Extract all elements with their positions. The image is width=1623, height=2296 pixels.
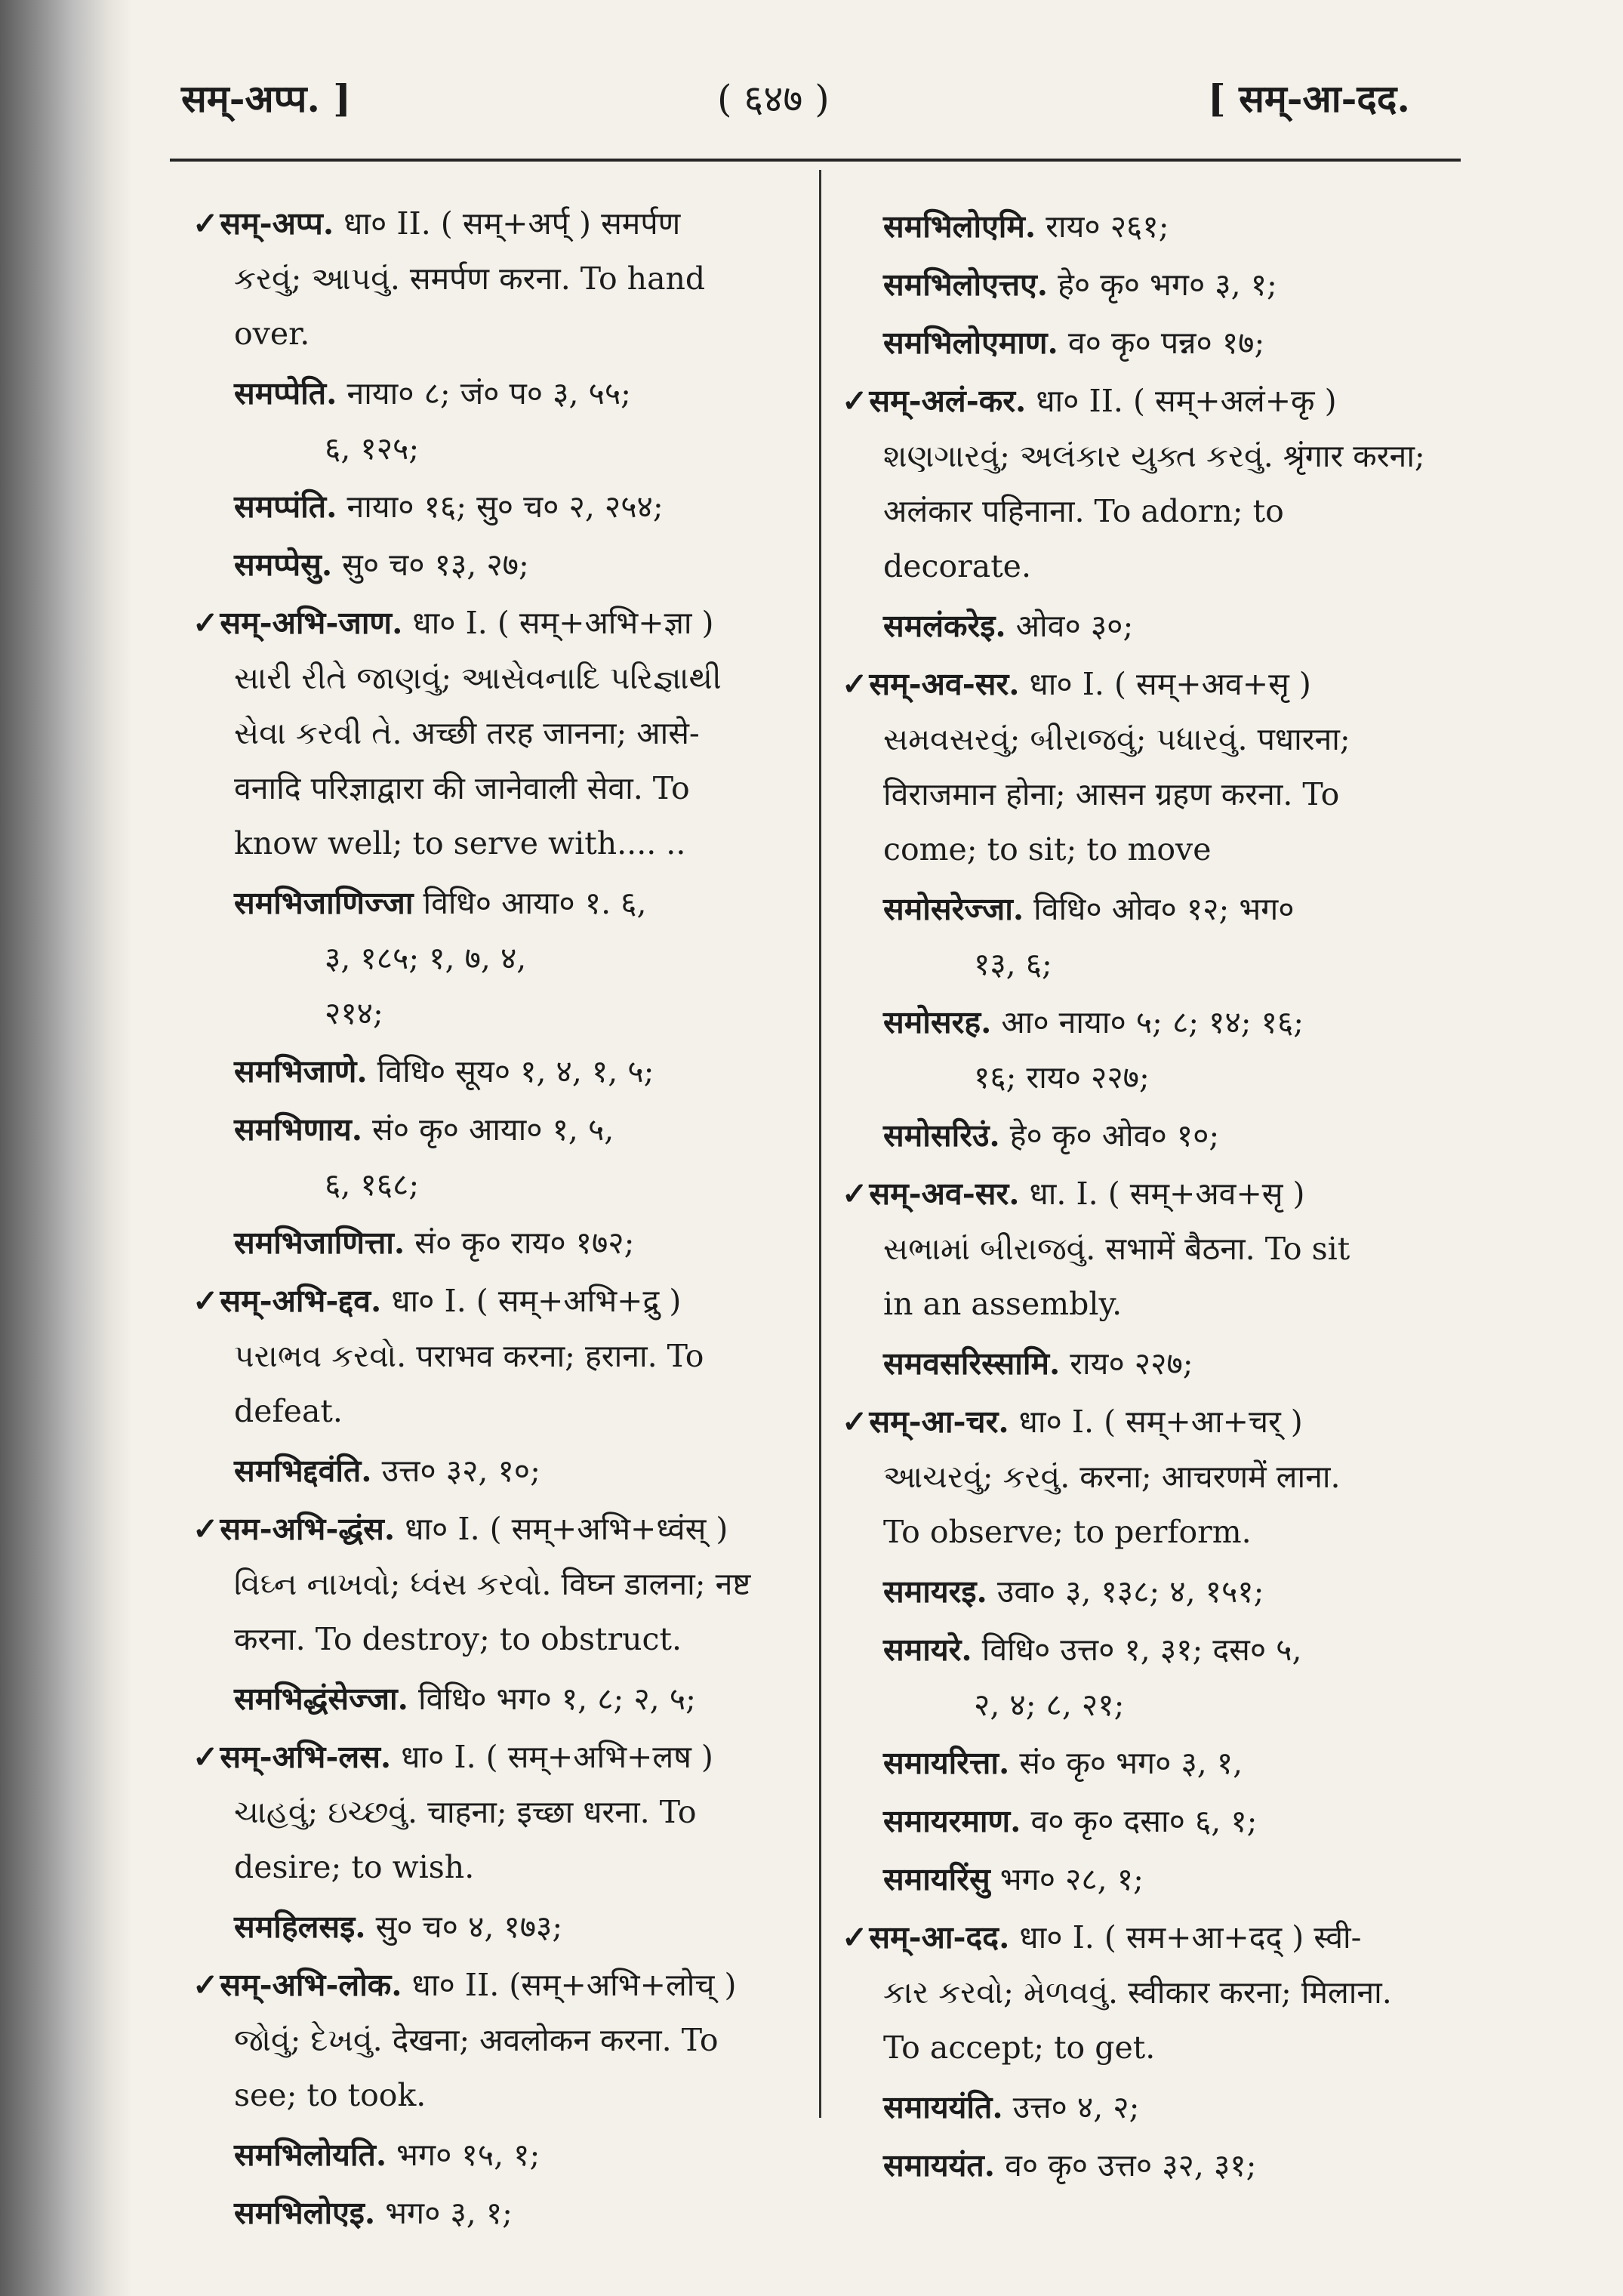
- definition-line: To accept; to get.: [883, 2029, 1156, 2066]
- headword: सम्-अव-सर.: [869, 1176, 1020, 1212]
- form-word: समभिलोयति.: [234, 2137, 387, 2173]
- dictionary-entry: [842, 1166, 1468, 1332]
- inflected-form: [842, 1736, 1468, 1791]
- left-column: [192, 196, 819, 2244]
- form-word: समायरमाण.: [883, 1803, 1021, 1839]
- inflected-form: [842, 2080, 1468, 2135]
- headword: सम्-अभि-लस.: [220, 1739, 392, 1775]
- dictionary-entry: [842, 1910, 1468, 2076]
- inflected-form: [842, 199, 1468, 254]
- form-word: समायरे.: [883, 1632, 972, 1668]
- form-word: समप्पेसु.: [234, 547, 333, 583]
- form-reference-continued: २१४;: [325, 995, 383, 1031]
- definition-line: know well; to serve with.... ..: [234, 825, 686, 861]
- definition-line: પરાભવ કરવો. पराभव करना; हराना. To: [234, 1338, 704, 1374]
- form-reference: विधि० उत्त० १, ३१; दस० ५,: [972, 1632, 1302, 1668]
- form-reference: भग० २८, १;: [990, 1861, 1144, 1897]
- inflected-form: [842, 1564, 1468, 1620]
- grammar-info: धा० I. ( सम्+अव+सृ ): [1019, 666, 1311, 702]
- form-word: समाययंति.: [883, 2089, 1003, 2125]
- inflected-form: [192, 2186, 819, 2241]
- form-reference: राय० २२७;: [1060, 1345, 1193, 1382]
- grammar-info: धा० I. ( सम्+अभि+ज्ञा ): [402, 605, 714, 641]
- form-word: समलंकरेइ.: [883, 608, 1006, 644]
- form-word: समभिजाणिज्जा: [234, 885, 414, 921]
- inflected-form: [192, 1900, 819, 1955]
- running-head-right: [ सम्-आ-दद.: [1208, 76, 1410, 121]
- definition-line: ચાહવું; ઇચ્છવું. चाहना; इच्छा धरना. To: [234, 1794, 697, 1830]
- check-mark-icon: ✓: [192, 1739, 219, 1775]
- definition-line: विराजमान होना; आसन ग्रहण करना. To: [883, 776, 1340, 812]
- form-reference: व० कृ० उत्त० ३२, ३१;: [995, 2147, 1257, 2184]
- form-reference-continued: ६, १६८;: [325, 1166, 420, 1203]
- form-word: समप्पंति.: [234, 488, 337, 525]
- check-mark-icon: ✓: [192, 1511, 219, 1547]
- entry-first-line: [192, 1730, 819, 1785]
- inflected-form: [842, 599, 1468, 654]
- definition-line: करना. To destroy; to obstruct.: [234, 1621, 682, 1657]
- check-mark-icon: ✓: [842, 383, 868, 419]
- check-mark-icon: ✓: [842, 1176, 868, 1212]
- form-word: समभिद्धंसेज्जा.: [234, 1681, 408, 1717]
- inflected-form: [842, 316, 1468, 371]
- form-reference: उवा० ३, १३८; ४, १५१;: [987, 1573, 1264, 1610]
- definition-line: in an assembly.: [883, 1286, 1123, 1322]
- form-reference: सु० च० ४, १७३;: [365, 1909, 563, 1945]
- grammar-info: धा० I. ( सम्+अभि+लष ): [391, 1739, 713, 1775]
- form-word: समोसरिउं.: [883, 1117, 1000, 1154]
- form-word: समभिलोएमाण.: [883, 325, 1058, 361]
- inflected-form: [842, 257, 1468, 313]
- inflected-form: [192, 2128, 819, 2183]
- check-mark-icon: ✓: [192, 1967, 219, 2003]
- form-word: समभिलोएमि.: [883, 208, 1036, 245]
- headword: सम्-अभि-जाण.: [220, 605, 403, 641]
- inflected-form: [842, 995, 1468, 1105]
- dictionary-entry: [192, 596, 819, 871]
- inflected-form: [842, 1336, 1468, 1391]
- inflected-form: [192, 1216, 819, 1271]
- grammar-info: धा० I. ( सम्+अभि+ध्वंस् ): [395, 1511, 728, 1547]
- column-divider: [819, 170, 821, 2118]
- definition-line: વિઘ્ન નાખવો; ધ્વંસ કરવો. विघ्न डालना; नष्ट: [234, 1566, 751, 1602]
- headword: सम-अभि-द्धंस.: [220, 1511, 396, 1547]
- form-word: समाययंत.: [883, 2147, 996, 2184]
- inflected-form: [842, 882, 1468, 992]
- form-word: समभिलोएइ.: [234, 2195, 376, 2231]
- form-reference: व० कृ० पन्न० १७;: [1058, 325, 1265, 361]
- definition-line: જોવું; દેખવું. देखना; अवलोकन करना. To: [234, 2022, 719, 2058]
- inflected-form: [842, 1108, 1468, 1163]
- inflected-form: [192, 1044, 819, 1099]
- grammar-info: धा० I. ( सम्+अभि+द्रु ): [381, 1283, 682, 1319]
- headword: सम्-अलं-कर.: [869, 383, 1027, 419]
- check-mark-icon: ✓: [192, 1283, 219, 1319]
- check-mark-icon: ✓: [192, 605, 219, 641]
- form-reference: उत्त० ४, २;: [1002, 2089, 1140, 2125]
- grammar-info: धा० I. ( सम्+आ+चर् ): [1009, 1404, 1303, 1440]
- inflected-form: [192, 1102, 819, 1213]
- form-word: समायरिंसु: [883, 1861, 990, 1897]
- dictionary-entry: [842, 1395, 1468, 1560]
- form-reference: आ० नाया० ५; ८; १४; १६;: [991, 1004, 1304, 1040]
- form-word: समभिणाय.: [234, 1111, 362, 1148]
- dictionary-entry: [192, 1730, 819, 1895]
- headword: सम्-अभि-लोक.: [220, 1967, 402, 2003]
- form-reference: सं० कृ० राय० १७२;: [405, 1225, 635, 1261]
- dictionary-entry: [192, 1274, 819, 1439]
- entry-first-line: [842, 1910, 1468, 1965]
- inflected-form: [192, 538, 819, 593]
- entry-first-line: [842, 1166, 1468, 1222]
- definition-line: સારી રીતે જાણવું; આસેવનાદિ પરિજ્ઞાથી: [234, 660, 722, 696]
- form-reference-continued: ३, १८५; १, ७, ४,: [325, 940, 527, 976]
- headword: सम्-आ-चर.: [869, 1404, 1009, 1440]
- form-reference: व० कृ० दसा० ६, १;: [1021, 1803, 1258, 1839]
- headword: सम्-आ-दद.: [869, 1919, 1010, 1955]
- inflected-form: [192, 876, 819, 1041]
- form-reference: भग० १५, १;: [387, 2137, 540, 2173]
- form-reference: राय० २६१;: [1036, 208, 1169, 245]
- form-word: समवसरिस्सामि.: [883, 1345, 1061, 1382]
- form-reference: नाया० १६; सु० च० २, २५४;: [337, 488, 664, 525]
- definition-line: સભામાં બીરાજવું. सभामें बैठना. To sit: [883, 1231, 1350, 1267]
- header-rule: [170, 159, 1461, 162]
- form-word: समभिद्दवंति.: [234, 1453, 372, 1489]
- grammar-info: धा० I. ( सम+आ+दद् ) स्वी-: [1009, 1919, 1362, 1955]
- form-reference-continued: १३, ६;: [974, 946, 1052, 982]
- inflected-form: [842, 1852, 1468, 1907]
- right-column: [842, 196, 1468, 2196]
- form-word: समभिजाणित्ता.: [234, 1225, 405, 1261]
- definition-line: अलंकार पहिनाना. To adorn; to: [883, 493, 1284, 529]
- entry-first-line: [192, 1274, 819, 1329]
- dictionary-entry: [192, 1958, 819, 2123]
- form-reference-continued: ६, १२५;: [325, 430, 420, 467]
- entry-first-line: [192, 596, 819, 651]
- inflected-form: [192, 1444, 819, 1499]
- form-reference: विधि० आया० १. ६,: [413, 885, 647, 921]
- form-reference: सं० कृ० भग० ३, १,: [1009, 1745, 1243, 1781]
- dictionary-entry: [842, 374, 1468, 594]
- grammar-info: धा. I. ( सम्+अव+सृ ): [1019, 1176, 1305, 1212]
- definition-line: decorate.: [883, 548, 1031, 584]
- grammar-info: धा० II. ( सम्+अर्प् ) समर्पण: [334, 205, 681, 242]
- form-reference-continued: १६; राय० २२७;: [974, 1059, 1150, 1096]
- form-reference: सु० च० १३, २७;: [332, 547, 529, 583]
- form-reference-continued: २, ४; ८, २१;: [974, 1687, 1125, 1723]
- form-reference: ओव० ३०;: [1006, 608, 1134, 644]
- scan-shadow-edge: [0, 0, 132, 2296]
- definition-line: see; to took.: [234, 2077, 427, 2113]
- definition-line: શણગારવું; અલંકાર યુક્ત કરવું. श्रृंगार करना;: [883, 438, 1425, 474]
- form-word: समप्पेति.: [234, 375, 337, 411]
- definition-line: આચરવું; કરવું. करना; आचरणमें लाना.: [883, 1459, 1341, 1495]
- definition-line: come; to sit; to move: [883, 831, 1212, 868]
- form-reference: उत्त० ३२, १०;: [371, 1453, 540, 1489]
- definition-line: કાર કરવો; મેળવવું. स्वीकार करना; मिलाना.: [883, 1974, 1392, 2011]
- form-word: समायरइ.: [883, 1573, 987, 1610]
- form-reference: नाया० ८; जं० प० ३, ५५;: [337, 375, 632, 411]
- entry-first-line: [842, 374, 1468, 429]
- inflected-form: [842, 1794, 1468, 1849]
- form-reference: भग० ३, १;: [375, 2195, 513, 2231]
- dictionary-entry: [842, 657, 1468, 877]
- grammar-info: धा० II. (सम्+अभि+लोच् ): [402, 1967, 737, 2003]
- definition-line: defeat.: [234, 1393, 343, 1429]
- form-reference: विधि० सूय० १, ४, १, ५;: [367, 1053, 654, 1089]
- headword: सम्-अभि-द्दव.: [220, 1283, 382, 1319]
- form-word: समायरित्ता.: [883, 1745, 1010, 1781]
- inflected-form: [192, 1672, 819, 1727]
- entry-first-line: [192, 1502, 819, 1557]
- check-mark-icon: ✓: [192, 205, 219, 242]
- form-reference: हे० कृ० भग० ३, १;: [1048, 267, 1277, 303]
- definition-line: સમવસરવું; બીરાજવું; પધારવું. पधारना;: [883, 721, 1350, 757]
- definition-line: કરવું; આપવું. समर्पण करना. To hand: [234, 260, 706, 297]
- form-word: समोसरेज्जा.: [883, 891, 1024, 927]
- dictionary-entry: [192, 1502, 819, 1667]
- grammar-info: धा० II. ( सम्+अलं+कृ ): [1026, 383, 1337, 419]
- check-mark-icon: ✓: [842, 1404, 868, 1440]
- inflected-form: [842, 2138, 1468, 2193]
- definition-line: સેવા કરવી તે. अच्छी तरह जानना; आसे-: [234, 715, 700, 751]
- entry-first-line: [192, 196, 819, 251]
- definition-line: desire; to wish.: [234, 1849, 475, 1885]
- headword: सम्-अव-सर.: [869, 666, 1020, 702]
- entry-first-line: [842, 657, 1468, 712]
- form-word: समभिलोएत्तए.: [883, 267, 1049, 303]
- form-reference: विधि० भग० १, ८; २, ५;: [408, 1681, 696, 1717]
- form-reference: सं० कृ० आया० १, ५,: [362, 1111, 614, 1148]
- definition-line: To observe; to perform.: [883, 1514, 1252, 1550]
- definition-line: वनादि परिज्ञाद्वारा की जानेवाली सेवा. To: [234, 770, 690, 806]
- check-mark-icon: ✓: [842, 1919, 868, 1955]
- running-head-left: सम्-अप्प. ]: [181, 76, 351, 121]
- page-number: ( ६४७ ): [717, 77, 830, 121]
- inflected-form: [192, 479, 819, 535]
- entry-first-line: [842, 1395, 1468, 1450]
- inflected-form: [842, 1623, 1468, 1733]
- inflected-form: [192, 366, 819, 476]
- check-mark-icon: ✓: [842, 666, 868, 702]
- entry-first-line: [192, 1958, 819, 2013]
- form-word: समहिलसइ.: [234, 1909, 366, 1945]
- form-word: समोसरह.: [883, 1004, 992, 1040]
- form-reference: विधि० ओव० १२; भग०: [1024, 891, 1295, 927]
- headword: सम्-अप्प.: [220, 205, 334, 242]
- definition-line: over.: [234, 316, 310, 352]
- form-reference: हे० कृ० ओव० १०;: [999, 1117, 1220, 1154]
- dictionary-entry: [192, 196, 819, 362]
- form-word: समभिजाणे.: [234, 1053, 368, 1089]
